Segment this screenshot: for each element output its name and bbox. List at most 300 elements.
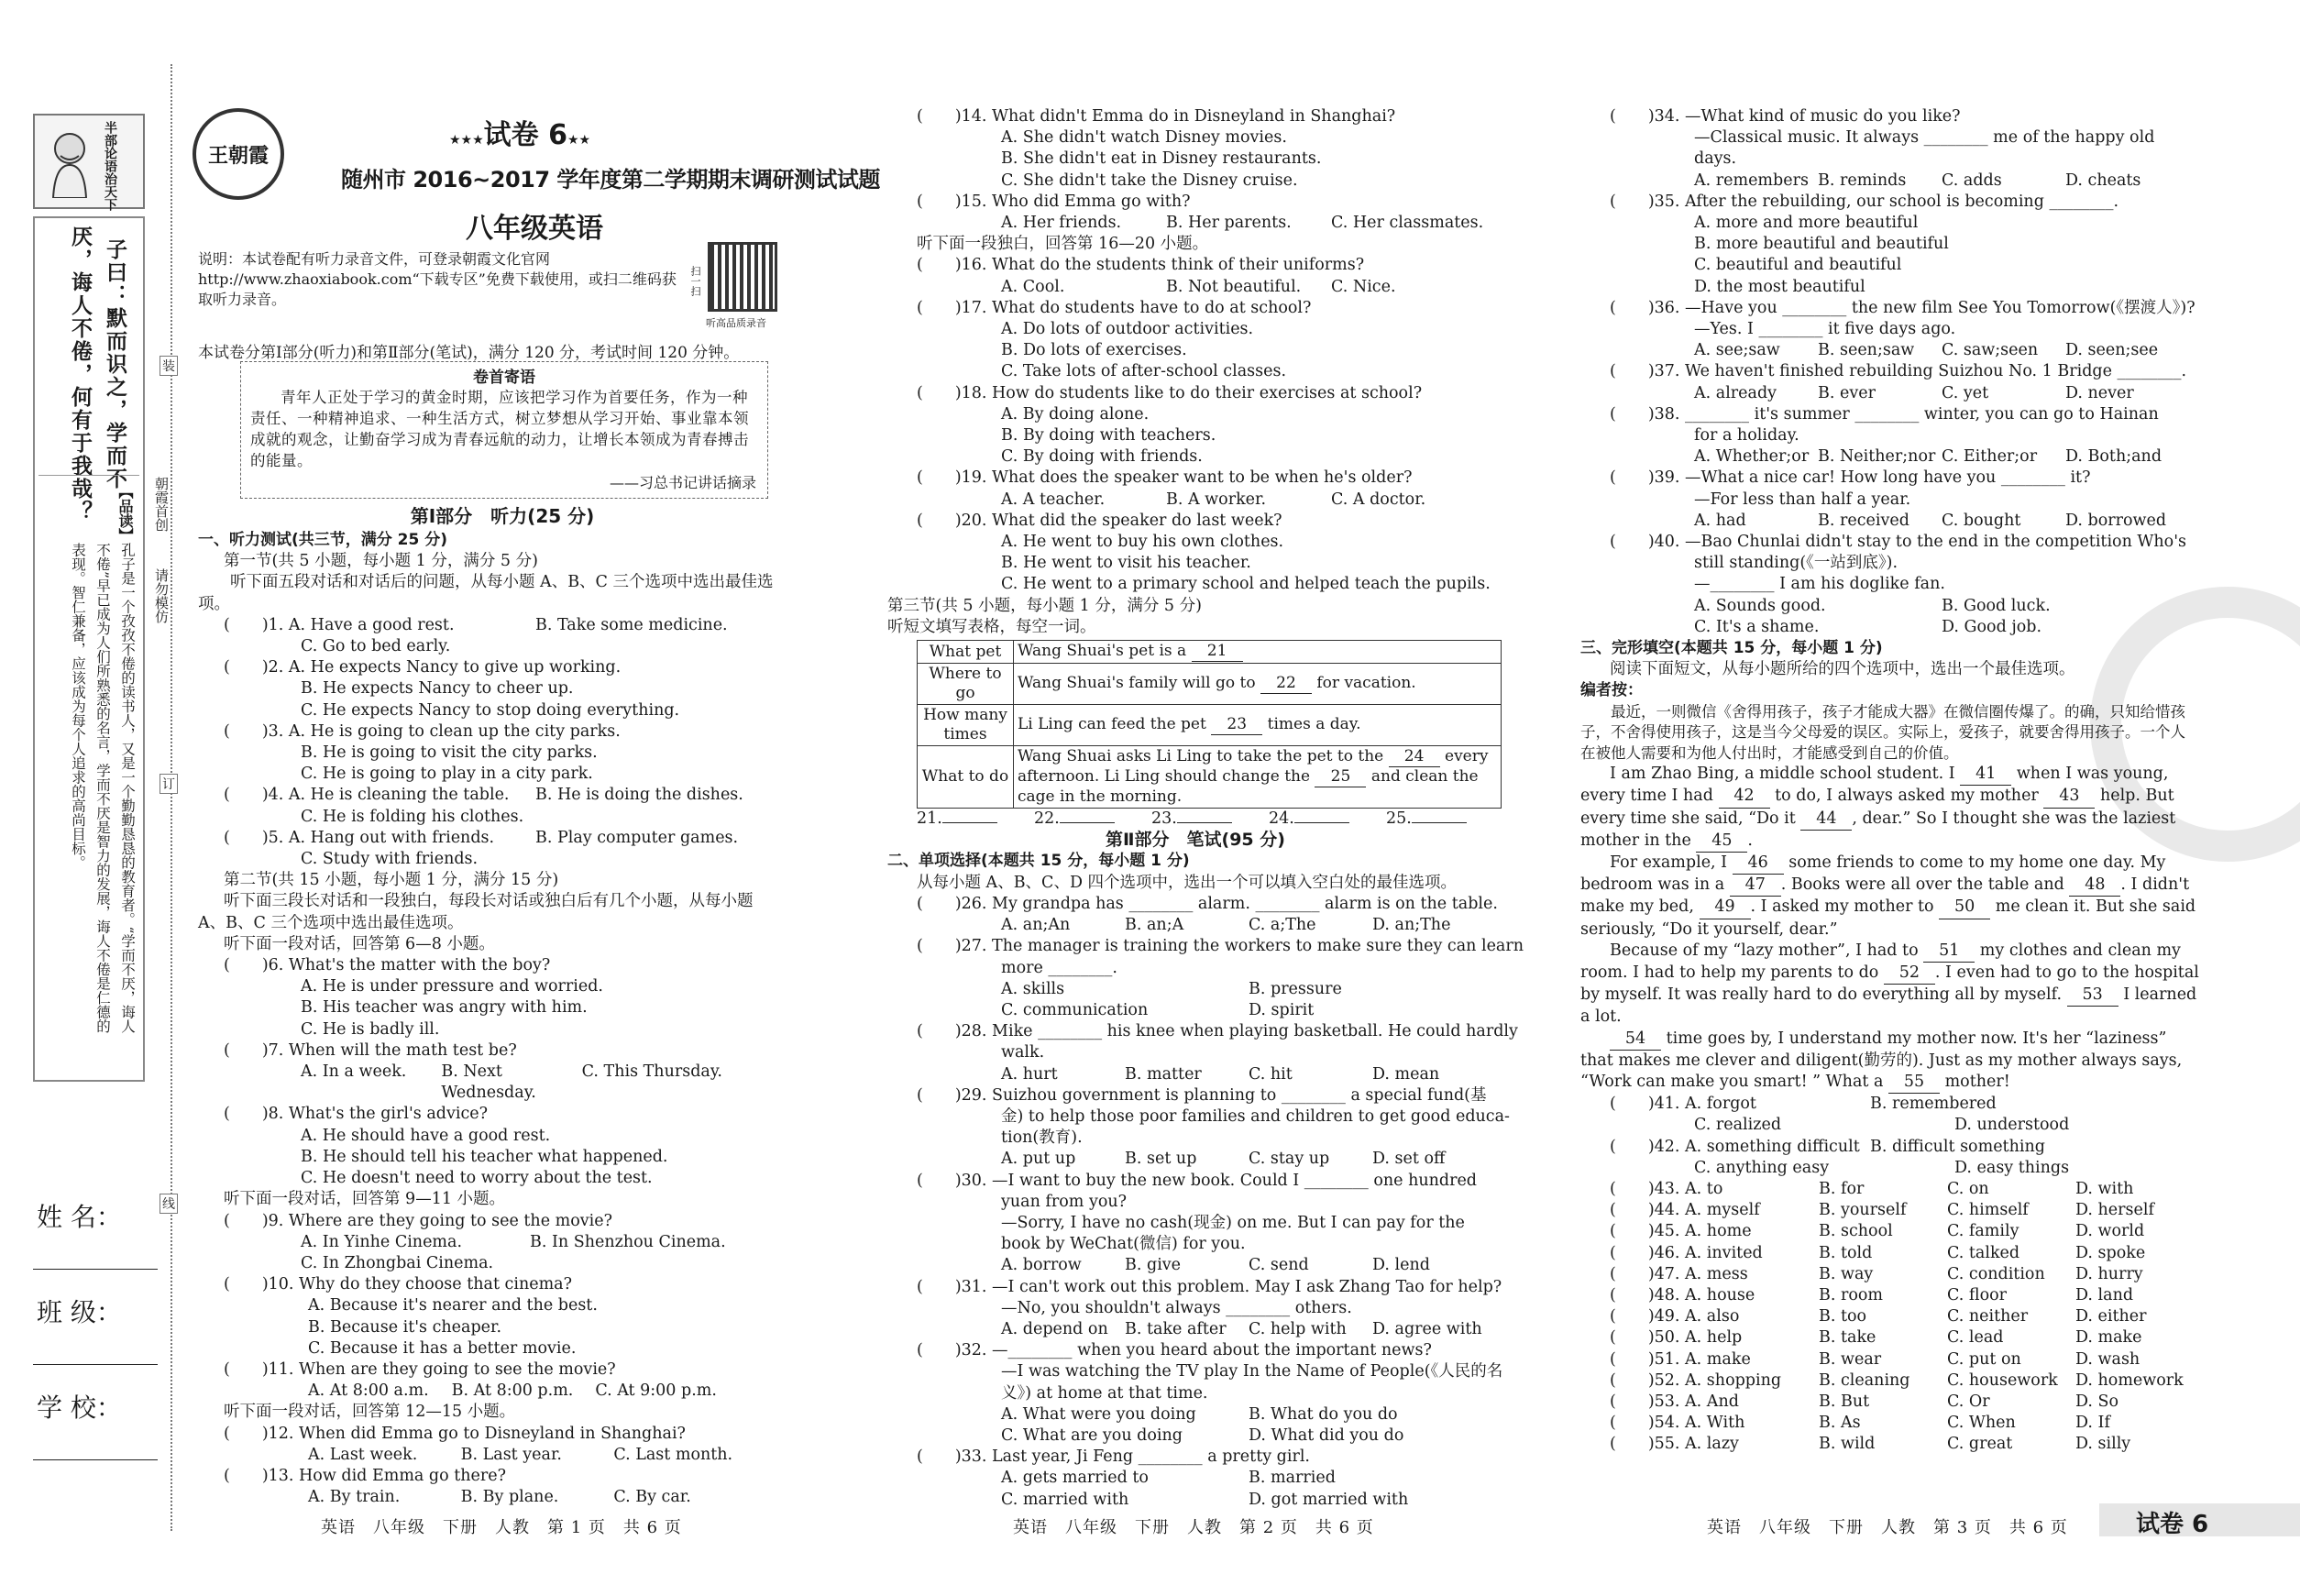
passage-text: that makes me clever and diligent(勤劳的). Just as my mother always says, [1580,1051,2183,1070]
table-row [918,664,1502,705]
name-field[interactable] [33,1269,158,1270]
option: A. Because it's nearer and the best. [308,1296,598,1315]
option: B. wear [1819,1349,1882,1369]
option: A. an;An [1001,916,1071,935]
paper-number [449,112,590,152]
cell-text: every afternoon. Li Ling should change the [1018,747,1489,787]
option: A. had [1694,511,1746,530]
options-row [198,1381,739,1402]
school-label: 学 校： [37,1392,122,1423]
options-row [887,213,1496,234]
option: B. What do you do [1249,1404,1398,1424]
instructions: 从每小题 A、B、C、D 四个选项中，选出一个可以填入空白处的最佳选项。 [917,873,1458,892]
option: C. Her classmates. [1331,214,1484,233]
quote-line2: 厌，诲人不倦，何有于我哉？ [68,226,93,523]
option: D. make [2075,1328,2142,1348]
answer-label: 25. [1386,809,1412,829]
qr-side: 扫一扫 [689,266,701,296]
passage-text: every time I had [1580,787,1713,806]
binding-line [171,64,172,1531]
option: C. married with [1001,1490,1129,1509]
question-cont: —________ I am his doglike fan. [1694,575,1945,594]
blank-41[interactable]: 41 [1960,764,2011,786]
option: C. By doing with friends. [1001,447,1203,467]
sage-illustration [42,128,97,198]
option: C. Nice. [1331,277,1396,296]
option: B. school [1819,1222,1893,1241]
option: D. borrowed [2065,511,2167,530]
cell-text: Wang Shuai asks Li Ling to take the pet to the [1018,747,1384,766]
options-row [1580,171,2189,192]
question-19: ( )19. What does the speaker want to be when he's older? [917,468,1413,488]
option: C. a;The [1249,916,1316,935]
passage-text: . Books were all over the table and [1780,875,2064,895]
option: D. spirit [1249,1000,1315,1019]
option: A. In Yinhe Cinema. [301,1232,463,1251]
option: A. He is under pressure and worried. [301,977,603,996]
blank-48[interactable]: 48 [2069,875,2120,897]
question-cont: tion(教育). [1001,1128,1083,1148]
star-icon: ★★ [567,133,591,148]
passage-text: time goes by, I understand my mother now. It's her “laziness” [1666,1029,2167,1048]
option: C. adds [1942,171,2002,190]
option: C. Last month. [613,1445,733,1464]
blank-25[interactable]: 25 [1315,767,1366,787]
blank-46[interactable]: 46 [1733,853,1784,875]
option: C. beautiful and beautiful [1694,256,1902,275]
passage-line [1580,786,2196,808]
option: A. Last week. [308,1445,418,1464]
question-4: ( )4. A. He is cleaning the table. [224,786,510,805]
logo [193,108,284,200]
option: ( )49. A. also [1610,1307,1740,1326]
options-row [887,1255,1496,1276]
cloze-options [1580,1094,2196,1455]
option: D. homework [2075,1370,2184,1390]
answer-label: 21. [917,809,942,829]
sub-heading: 第一节(共 5 小题，每小题 1 分，满分 5 分) [224,552,538,571]
footer-tag [2099,1503,2300,1536]
option: C. yet [1942,383,1989,402]
options-row [198,1487,766,1508]
blank-55[interactable]: 55 [1888,1072,1940,1094]
option: A. He went to buy his own clothes. [1001,533,1284,552]
question-18: ( )18. How do students like to do their exercises at school? [917,383,1423,402]
option: A. She didn't watch Disney movies. [1001,128,1287,148]
option: A. Do lots of outdoor activities. [1001,320,1254,339]
instructions: 听下面五段对话和对话后的问题，从每小题 A、B、C 三个选项中选出最佳选项。 [198,573,774,613]
passage-text: Because of my “lazy mother”, I had to [1610,941,1919,960]
option: B. At 8:00 p.m. [451,1381,574,1401]
options-row [887,1468,1496,1510]
option: D. What did you do [1249,1425,1404,1445]
table-header: Where to go [918,664,1014,705]
blank-42[interactable]: 42 [1719,786,1770,808]
dialogue-note: 听下面一段对话，回答第 12—15 小题。 [224,1403,516,1422]
answer-23[interactable] [1151,809,1269,830]
answer-21[interactable] [917,809,1034,830]
option: D. easy things [1954,1158,2070,1177]
passage-text: . I asked my mother to [1750,897,1934,917]
passage-text: For example, I [1610,853,1728,872]
option: B. Take some medicine. [535,615,728,634]
table-cell [1014,705,1502,746]
sidebar [0,0,174,1596]
passage-text: “Work can make you smart! ” What a [1580,1073,1884,1092]
option: B. By plane. [460,1488,559,1507]
logo-text: 王朝霞 [207,143,269,168]
option: D. lend [1372,1256,1430,1275]
option: B. take [1819,1328,1876,1348]
blank-54[interactable]: 54 [1610,1029,1661,1051]
question-16: ( )16. What do the students think of their uniforms? [917,256,1365,275]
option: C. What are you doing [1001,1425,1183,1445]
question-26: ( )26. My grandpa has ________ alarm. ________ alarm is on the table. [917,894,1498,913]
option: A. Whether;or [1694,447,1810,467]
option: D. wash [2075,1349,2140,1369]
note: 说明：本试卷配有听力录音文件，可登录朝霞文化官网 http://www.zhaoxiabook.com“下载专区”免费下载使用，或扫二维码获取听力录音。 [198,250,677,308]
question-1: ( )1. A. Have a good rest. [224,615,455,634]
cloze-option-row [1610,1392,2196,1413]
cloze-option-row [1610,1349,2196,1370]
passage-text: by myself. It was really hard to do everything all by myself. [1580,985,2063,1005]
question-cont: —I was watching the TV play In the Name of People(《人民的名 [1001,1362,1503,1381]
blank-22[interactable]: 22 [1260,674,1312,694]
option: C. Because it has a better movie. [308,1338,577,1358]
page2-footer: 英语 八年级 下册 人教 第 2 页 共 6 页 [1013,1518,1374,1537]
blank-23[interactable]: 23 [1211,715,1262,735]
option: A. By doing alone. [1001,404,1150,424]
cloze-option-row [1610,1306,2196,1327]
option: C. bought [1942,511,2021,530]
passage-text: I am Zhao Bing, a middle school student. I [1610,765,1955,784]
dialogue-note: 听下面一段对话，回答第 6—8 小题。 [224,934,495,953]
option: C. He doesn't need to worry about the test. [301,1169,653,1188]
question-cont: —Sorry, I have no cash(现金) on me. But I can pay for the [1001,1213,1465,1232]
passage-line [1580,1029,2196,1051]
blank-45[interactable]: 45 [1696,831,1747,853]
passage-text: a lot. [1580,1007,1622,1027]
option: A. What were you doing [1001,1404,1196,1424]
option: C. condition [1947,1264,2045,1283]
page1-footer: 英语 八年级 下册 人教 第 1 页 共 6 页 [321,1518,682,1537]
blank-53[interactable]: 53 [2067,985,2118,1007]
passage-text: . I didn't [2120,875,2190,895]
option: C. talked [1947,1243,2020,1262]
cloze-option-row [1610,1243,2196,1264]
blank-24[interactable]: 24 [1389,747,1440,767]
option: ( )46. A. invited [1610,1243,1763,1262]
cell-text: Wang Shuai's pet is a [1018,642,1187,661]
option: C. stay up [1249,1150,1330,1169]
option: B. By doing with teachers. [1001,426,1216,446]
option: C. hit [1249,1064,1293,1084]
dialogue-note: 听下面一段对话，回答第 9—11 小题。 [224,1190,506,1209]
cloze-option-row [1610,1094,2196,1115]
question-8: ( )8. What's the girl's advice? [224,1105,488,1124]
instructions: 听下面三段长对话和一段独白，每段长对话或独白后有几个小题，从每小题 [224,892,754,911]
cloze-option-row [1610,1264,2196,1285]
option: B. take after [1125,1319,1227,1338]
question-12: ( )12. When did Emma go to Disneyland in Shanghai? [224,1424,686,1443]
answer-25[interactable] [1386,809,1503,830]
option: C. saw;seen [1942,341,2039,360]
answer-24[interactable] [1269,809,1386,830]
option: ( )44. A. myself [1610,1201,1760,1220]
option: A. hurt [1001,1064,1058,1084]
option: D. cheats [2065,171,2141,190]
cell-text: and clean the cage in the morning. [1018,767,1479,807]
option: B. cleaning [1819,1370,1910,1390]
sub-heading: 第二节(共 15 小题，每小题 1 分，满分 15 分) [224,871,559,890]
option: D. got married with [1249,1490,1409,1509]
option: C. neither [1947,1307,2029,1326]
option: C. Go to bed early. [301,637,451,656]
options-row [1580,340,2189,361]
option: B. pressure [1249,979,1342,998]
option: A. Sounds good. [1694,596,1826,615]
option: D. mean [1372,1064,1440,1084]
school-field[interactable] [33,1459,158,1460]
cloze-option-row [1610,1413,2196,1434]
option: C. He is going to play in a city park. [301,765,593,784]
table-header: How many times [918,705,1014,746]
cut-mark-2: 订 [160,774,178,794]
option: B. He should tell his teacher what happened. [301,1147,668,1166]
option: D. never [2065,383,2134,402]
passage-text: help. But [2099,787,2174,806]
option: ( )41. A. forgot [1610,1095,1756,1114]
star-icon: ★★★ [449,133,484,148]
options-row [887,915,1496,936]
option: B. A worker. [1166,490,1267,509]
passage-text: . I even had to go to the hospital [1934,963,2199,983]
passage-line [1580,853,2196,875]
option: A. A teacher. [1001,490,1106,509]
option: C. He expects Nancy to stop doing everything. [301,700,680,720]
question-33: ( )33. Last year, Ji Feng ________ a pretty girl. [917,1447,1310,1467]
option: B. seen;saw [1818,341,1915,360]
option: D. an;The [1372,916,1451,935]
blank-51[interactable]: 51 [1923,941,1975,963]
option: B. As [1819,1414,1861,1433]
option: C. send [1249,1256,1309,1275]
section-heading: 二、单项选择(本题共 15 分，每小题 1 分) [887,852,1190,871]
question-30: ( )30. —I want to buy the new book. Could I ________ one hundred [917,1171,1478,1190]
editor-text: 最近，一则微信《舍得用孩子，孩子才能成大器》在微信圈传爆了。的确，只知给惜孩子，不舍得使用孩子，这是当今父母爱的误区。实际上，爱孩子，就要舍得用孩子。一个人在被他人需要和为他人付出时，才能感受到自己的价值。 [1580,702,2185,762]
answer-label: 24. [1269,809,1294,829]
option: C. He is badly ill. [301,1019,440,1039]
qr-code[interactable] [708,242,777,312]
option: D. with [2075,1180,2134,1199]
options-row [887,1064,1496,1085]
option: D. seen;see [2065,341,2159,360]
option: C. This Thursday. [581,1062,722,1082]
option: D. spoke [2075,1243,2146,1262]
option: A. He should have a good rest. [301,1126,551,1145]
passage-line [1580,1051,2196,1072]
cloze-option-row [1610,1370,2196,1392]
option: C. himself [1947,1201,2029,1220]
option: D. silly [2075,1435,2131,1454]
passage-line [1580,809,2196,831]
option: B. married [1249,1469,1336,1488]
passage-line [1580,1007,2196,1028]
sub-heading: 第三节(共 5 小题，每小题 1 分，满分 5 分) [887,596,1202,615]
option: B. ever [1818,383,1876,402]
option: C. help with [1249,1319,1347,1338]
option: B. matter [1125,1064,1202,1084]
question-7: ( )7. When will the math test be? [224,1040,517,1060]
paper-number-text: 试卷 6 [483,119,567,151]
option: B. room [1819,1286,1884,1305]
option: B. set up [1125,1150,1197,1169]
option: D. land [2075,1286,2134,1305]
passage-line [1580,875,2196,897]
option: ( )50. A. help [1610,1328,1743,1348]
option: D. If [2075,1414,2110,1433]
question-37: ( )37. We haven't finished rebuilding Suizhou No. 1 Bridge ________. [1610,362,2187,381]
page2-column [887,106,1524,1511]
option: ( )43. A. to [1610,1180,1723,1199]
quote-divider [39,475,139,476]
option: C. family [1947,1222,2019,1241]
option: C. He went to a primary school and helped teach the pupils. [1001,575,1491,594]
pet-table [917,640,1502,809]
option: B. Neither;nor [1818,447,1936,467]
option: D. Both;and [2065,447,2162,467]
option: B. yourself [1819,1201,1907,1220]
option: C. Either;or [1942,447,2038,467]
foreword-text: 青年人正处于学习的黄金时期，应该把学习作为首要任务，作为一种责任、一种精神追求、一种生活方式，树立梦想从学习开始、事业靠本领成就的观念，让勤奋学习成为青春远航的动力，让增长本领成为青春搏击的能量。 [250,389,749,469]
option: B. He is doing the dishes. [535,786,743,805]
option: B. Last year. [460,1445,562,1464]
cell-text: times a day. [1267,715,1361,734]
option: D. either [2075,1307,2147,1326]
blank-47[interactable]: 47 [1730,875,1781,897]
table-cell [1014,641,1502,664]
exam-subtitle: 八年级英语 [466,213,603,245]
blank-21[interactable]: 21 [1192,642,1243,662]
foreword-sign: ——习总书记讲话摘录 [609,474,756,491]
instructions: A、B、C 三个选项中选出最佳选项。 [198,913,464,932]
class-field[interactable] [33,1364,158,1365]
cut-mark-1: 装 [160,356,178,376]
cell-text: Li Ling can feed the pet [1018,715,1206,734]
option: A. Cool. [1001,277,1065,296]
option: B. He is going to visit the city parks. [301,743,598,763]
question-9: ( )9. Where are they going to see the movie? [224,1211,612,1230]
option: A. By train. [308,1488,401,1507]
option: B. His teacher was angry with him. [301,998,588,1018]
question-cont: —Yes. I ________ it five days ago. [1694,320,1956,339]
blank-44[interactable]: 44 [1800,809,1852,831]
option: B. He went to visit his teacher. [1001,554,1251,573]
foreword-box [240,361,768,499]
table-cell [1014,664,1502,705]
passage-text: bedroom was in a [1580,875,1725,895]
blank-49[interactable]: 49 [1700,897,1751,919]
option: C. At 9:00 p.m. [595,1381,717,1401]
option: C. communication [1001,1000,1149,1019]
intro: 本试卷分第Ⅰ部分(听力)和第Ⅱ部分(笔试)，满分 120 分，考试时间 120 分钟。 [198,344,740,362]
option: D. hurry [2075,1264,2143,1283]
passage-line [1580,941,2196,963]
passage-line [1580,1072,2196,1094]
options-row [198,1445,766,1466]
answer-22[interactable] [1034,809,1151,830]
passage-text: every time she said, “Do it [1580,809,1796,828]
option: A. Her friends. [1001,214,1122,233]
option: C. Take lots of after-school classes. [1001,362,1287,381]
option: A. see;saw [1694,341,1780,360]
cloze-option-row [1610,1327,2196,1348]
option: ( )55. A. lazy [1610,1435,1739,1454]
passage-text: some friends to come to my home one day. My [1788,853,2166,872]
options-row [1580,511,2189,532]
question-6: ( )6. What's the matter with the boy? [224,956,551,975]
passage-text: my clothes and clean my [1979,941,2181,960]
options-row [887,1404,1496,1447]
question-cont: days. [1694,149,1737,169]
exam-title: 随州市 2016~2017 学年度第二学期期末调研测试试题 [341,167,880,193]
option: D. So [2075,1392,2119,1412]
passage-text: , dear.” So I thought she was the laziest [1852,809,2176,828]
dialogue-note: 听下面一段独白，回答第 16—20 小题。 [917,235,1209,254]
question-cont: yuan from you? [1001,1192,1128,1211]
pindu-body: 孔子是一个孜孜不倦的读书人，又是一个勤勤恳恳的教育者。“学而不厌，诲人不倦”早已成为人们所熟悉的名言，学而不厌是智力的发展，诲人不倦是仁德的表现。智仁兼备，应该成为每个人追求的高尚目标。 [70,543,136,1033]
blank-50[interactable]: 50 [1939,897,1990,919]
option: A. already [1694,383,1777,402]
option: C. Study with friends. [301,850,479,869]
passage-text: . [1747,831,1753,850]
option: C. on [1947,1180,1989,1199]
option: B. told [1819,1243,1873,1262]
blank-52[interactable]: 52 [1884,963,1935,985]
option: A. borrow [1001,1256,1082,1275]
option: C. When [1947,1414,2016,1433]
option: B. give [1125,1256,1182,1275]
option: C. She didn't take the Disney cruise. [1001,171,1298,190]
question-36: ( )36. —Have you ________ the new film See You Tomorrow(《摆渡人》)? [1610,298,2195,317]
option: B. wild [1819,1435,1876,1454]
cut-mark-3: 线 [160,1194,178,1214]
option: ( )45. A. home [1610,1222,1752,1241]
passage-text: me clean it. But she said [1995,897,2196,917]
editor-label: 编者按： [1580,681,1643,700]
passage-text: seriously, “Do it yourself, dear.” [1580,919,1838,939]
blank-43[interactable]: 43 [2043,786,2095,808]
option: B. too [1819,1307,1867,1326]
option: B. remembered [1870,1095,1997,1114]
option: ( )52. A. shopping [1610,1370,1782,1390]
question-40: ( )40. —Bao Chunlai didn't stay to the end in the competition Who's [1610,533,2187,552]
question-10: ( )10. Why do they choose that cinema? [224,1275,572,1294]
cell-text: Wang Shuai's family will go to [1018,674,1256,693]
footer-tag-text: 试卷 6 [2136,1511,2209,1538]
cloze-option-row [1610,1434,2196,1455]
answer-label: 23. [1151,809,1177,829]
passage-text: mother! [1944,1073,2010,1092]
table-row [918,641,1502,664]
passage-line [1580,985,2196,1007]
name-label: 姓 名： [37,1202,122,1232]
option: B. Next Wednesday. [441,1062,536,1103]
option: B. an;A [1125,916,1184,935]
option: A. remembers [1694,171,1809,190]
option: B. Do lots of exercises. [1001,341,1187,360]
option: B. more beautiful and beautiful [1694,235,1949,254]
